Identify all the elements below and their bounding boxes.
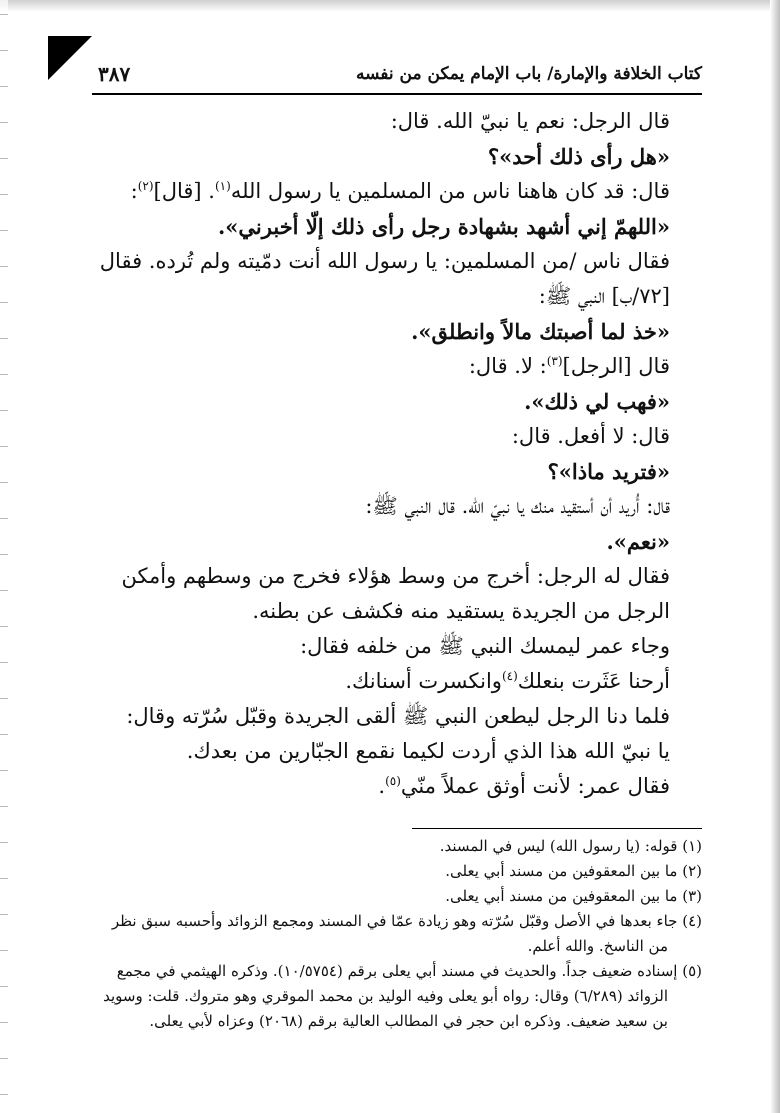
- scan-shadow-right: [770, 0, 780, 1113]
- footnotes: [88, 834, 702, 1034]
- text-line-6: «خذ لما أصبتك مالاً وانطلق».: [411, 319, 670, 344]
- text-line-18: [88, 769, 702, 804]
- text-line-9: قال: لا أفعل. قال:: [511, 424, 670, 448]
- text-line-8: «فهب لي ذلك».: [524, 389, 670, 414]
- text-line-7-main: قال [الرجل]: [562, 354, 670, 378]
- scan-binding-edge: [0, 0, 8, 1113]
- text-line-15-end: وانكسرت أسنانك.: [345, 669, 502, 693]
- footnote-ref-5[interactable]: (٥): [385, 774, 401, 788]
- text-line-3-mid: . [قال]: [153, 179, 215, 203]
- text-line-10: «فتريد ماذا»؟: [547, 459, 670, 484]
- text-line-2: «هل رأى ذلك أحد»؟: [487, 144, 670, 169]
- footnote-3: (٣) ما بين المعقوفين من مسند أبي يعلى.: [445, 887, 702, 905]
- footnote-4: (٤) جاء بعدها في الأصل وقبّل سُرّته وهو زيادة عمّا في المسند ومجمع الزوائد وأحسبه سبق نظر من الناسخ. والله أعلم.: [111, 912, 702, 955]
- text-line-15: [88, 664, 702, 699]
- text-line-18-end: .: [378, 774, 386, 798]
- footnote-2: (٢) ما بين المعقوفين من مسند أبي يعلى.: [445, 862, 702, 880]
- text-line-3-end: :: [130, 179, 138, 203]
- text-line-3-main: قال: قد كان هاهنا ناس من المسلمين يا رسول الله: [230, 179, 670, 203]
- footnote-ref-3[interactable]: (٣): [546, 354, 563, 368]
- chapter-title: كتاب الخلافة والإمارة/ باب الإمام يمكن من نفسه: [355, 64, 702, 84]
- text-line-14: وجاء عمر ليمسك النبي ﷺ من خلفه فقال:: [300, 634, 670, 658]
- page-number: ٣٨٧: [98, 62, 131, 86]
- footnote-ref-1[interactable]: (١): [214, 179, 231, 193]
- footnote-ref-2[interactable]: (٢): [137, 179, 154, 193]
- text-line-13: فقال له الرجل: أخرج من وسط هؤلاء فخرج من وسطهم وأمكن الرجل من الجريدة يستقيد منه فكشف عن بطنه.: [121, 564, 670, 623]
- text-line-7: [88, 349, 702, 384]
- footnote-5: (٥) إسناده ضعيف جداً. والحديث في مسند أبي يعلى برقم (١٠/٥٧٥٤). وذكره الهيثمي في مجمع الزوائد (٦/٢٨٩) وقال: رواه أبو يعلى وفيه الوليد بن محمد الموقري وهو متروك. قلت: وسويد بن سعيد ضعيف. وذكره ابن حجر في المطالب العالية برقم (٢٠٦٨) وعزاه لأبي يعلى.: [103, 962, 702, 1030]
- text-line-17: يا نبيّ الله هذا الذي أردت لكيما نقمع الجبّارين من بعدك.: [186, 739, 670, 763]
- text-line-1: قال الرجل: نعم يا نبيّ الله. قال:: [390, 109, 670, 133]
- text-line-5: فقال ناس /من المسلمين: يا رسول الله أنت دمّيته ولم تُرده. فقال [٧٢/ب] النبي ﷺ:: [99, 249, 670, 308]
- text-line-7-mid: : لا. قال:: [468, 354, 547, 378]
- text-line-16: فلما دنا الرجل ليطعن النبي ﷺ ألقى الجريدة وقبّل سُرّته وقال:: [126, 704, 670, 728]
- footnote-separator: [412, 828, 702, 829]
- running-header: [92, 58, 702, 92]
- text-line-15-main: أرحنا عَثَرت بنعلك: [517, 669, 670, 693]
- header-rule: [92, 93, 702, 95]
- text-line-18-main: فقال عمر: لأنت أوثق عملاً منّي: [400, 774, 670, 798]
- text-line-11: قال: أُريد أن أستقيد منك يا نبيّ الله. قال النبي ﷺ:: [365, 494, 670, 518]
- main-text: [88, 104, 702, 804]
- footnote-1: (١) قوله: (يا رسول الله) ليس في المسند.: [439, 837, 702, 855]
- text-line-3: [88, 174, 702, 209]
- footnote-ref-4[interactable]: (٤): [501, 669, 518, 683]
- text-line-4: «اللهمّ إني أشهد بشهادة رجل رأى ذلك إلّا أخبرني».: [217, 214, 670, 239]
- corner-triangle-mark: [48, 36, 92, 80]
- scan-shadow-top: [0, 0, 780, 12]
- text-line-12: «نعم».: [606, 529, 670, 554]
